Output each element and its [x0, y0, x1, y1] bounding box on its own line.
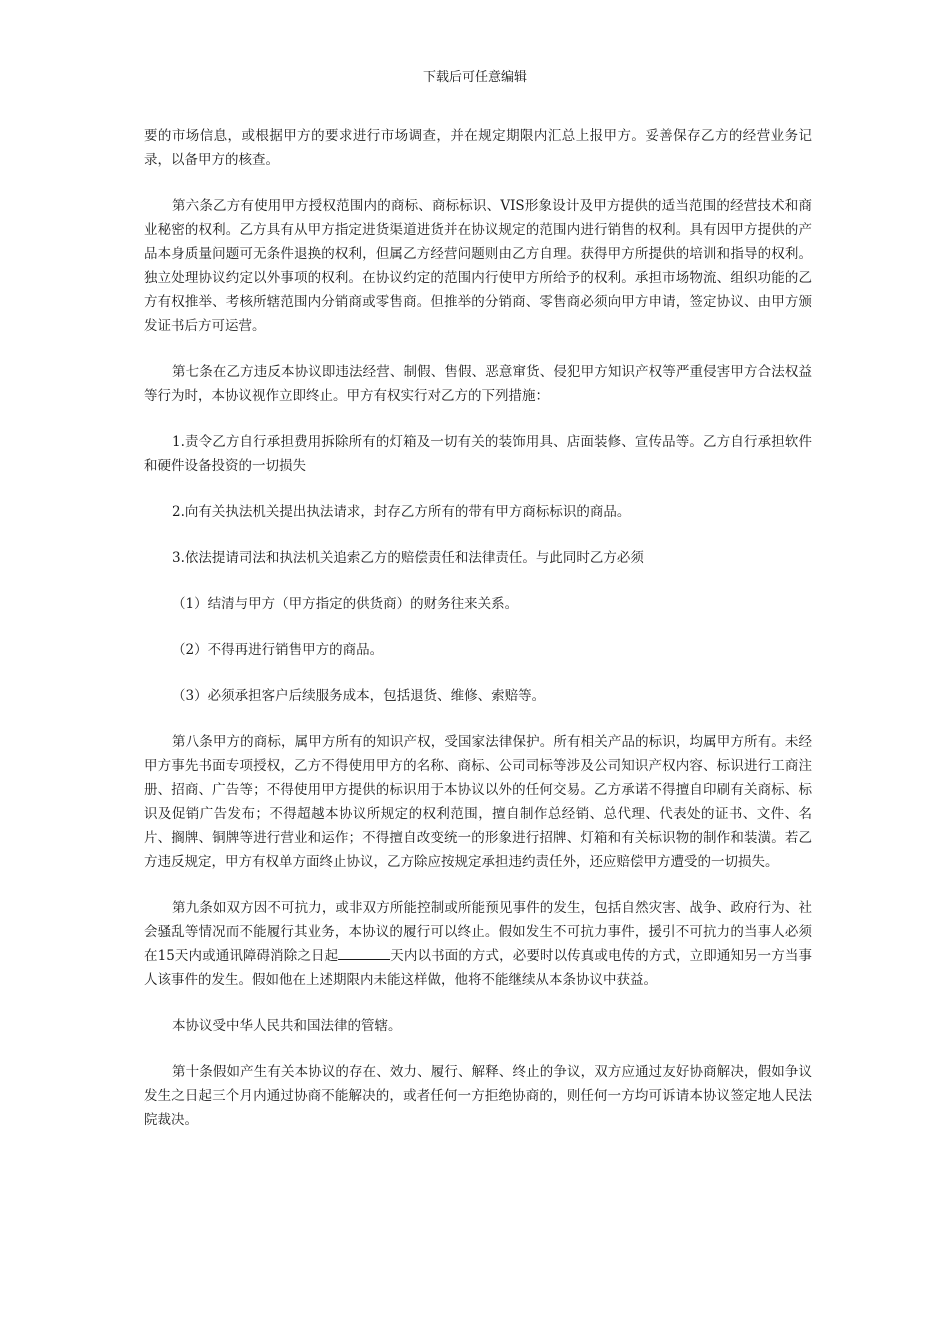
article-10-paragraph: 第十条假如产生有关本协议的存在、效力、履行、解释、终止的争议，双方应通过友好协商解决，假如争议发生之日起三个月内通过协商不能解决的，或者任何一方拒绝协商的，则任何一方均可诉请本协议签定地人民法院裁决。 — [144, 1064, 812, 1128]
page-header: 下载后可任意编辑 — [422, 70, 527, 85]
fill-in-blank — [338, 945, 390, 960]
article-6-paragraph: 第六条乙方有使用甲方授权范围内的商标、商标标识、VIS形象设计及甲方提供的适当范围的经营技术和商业秘密的权利。乙方具有从甲方指定进货渠道进货并在协议规定的范围内进行销售的权利。具有因甲方提供的产品本身质量问题可无条件退换的权利，但属乙方经营问题则由乙方自理。获得甲方所提供的培训和指导的权利。独立处理协议约定以外事项的权利。在协议约定的范围内行使甲方所给予的权利。承担市场物流、组织功能的乙方有权推举、考核所辖范围内分销商或零售商。但推举的分销商、零售商必须向甲方申请，签定协议、由甲方颁发证书后方可运营。 — [144, 198, 812, 334]
document-body — [144, 124, 812, 1154]
article-9-text-part-2: 天内以书面的方式，必要时以传真或电传的方式，立即通知另一方当事人该事件的发生。假如他在上述期限内未能这样做，他将不能继续从本条协议中获益。 — [144, 948, 813, 988]
measure-2-paragraph: 2.向有关执法机关提出执法请求，封存乙方所有的带有甲方商标标识的商品。 — [172, 504, 631, 520]
governing-law-paragraph: 本协议受中华人民共和国法律的管辖。 — [172, 1018, 402, 1034]
article-9-text-part-1: 第九条如双方因不可抗力，或非双方所能控制或所能预见事件的发生，包括自然灾害、战争、政府行为、社会骚乱等情况而不能履行其业务，本协议的履行可以终止。假如发生不可抗力事件，援引不可抗力的当事人必须在15天内或通讯障碍消除之日起 — [144, 900, 812, 964]
sub-item-1-paragraph: （1）结清与甲方（甲方指定的供货商）的财务往来关系。 — [172, 596, 519, 612]
sub-item-2-paragraph: （2）不得再进行销售甲方的商品。 — [172, 642, 384, 658]
measure-1-paragraph: 1.责令乙方自行承担费用拆除所有的灯箱及一切有关的装饰用具、店面装修、宣传品等。乙方自行承担软件和硬件设备投资的一切损失 — [144, 434, 812, 474]
paragraph-continuation: 要的市场信息，或根据甲方的要求进行市场调查，并在规定期限内汇总上报甲方。妥善保存乙方的经营业务记录，以备甲方的核查。 — [144, 128, 812, 168]
article-8-paragraph: 第八条甲方的商标，属甲方所有的知识产权，受国家法律保护。所有相关产品的标识，均属甲方所有。未经甲方事先书面专项授权，乙方不得使用甲方的名称、商标、公司司标等涉及公司知识产权内容、标识进行工商注册、招商、广告等；不得使用甲方提供的标识用于本协议以外的任何交易。乙方承诺不得擅自印刷有关商标、标识及促销广告发布；不得超越本协议所规定的权利范围，擅自制作总经销、总代理、代表处的证书、文件、名片、搁牌、铜牌等进行营业和运作；不得擅自改变统一的形象进行招牌、灯箱和有关标识物的制作和装潢。若乙方违反规定，甲方有权单方面终止协议，乙方除应按规定承担违约责任外，还应赔偿甲方遭受的一切损失。 — [144, 734, 812, 870]
sub-item-3-paragraph: （3）必须承担客户后续服务成本，包括退货、维修、索赔等。 — [172, 688, 546, 704]
article-7-paragraph: 第七条在乙方违反本协议即违法经营、制假、售假、恶意窜货、侵犯甲方知识产权等严重侵害甲方合法权益等行为时，本协议视作立即终止。甲方有权实行对乙方的下列措施： — [144, 364, 812, 404]
measure-3-paragraph: 3.依法提请司法和执法机关追索乙方的赔偿责任和法律责任。与此同时乙方必须 — [172, 550, 644, 566]
article-9-paragraph — [144, 896, 812, 992]
